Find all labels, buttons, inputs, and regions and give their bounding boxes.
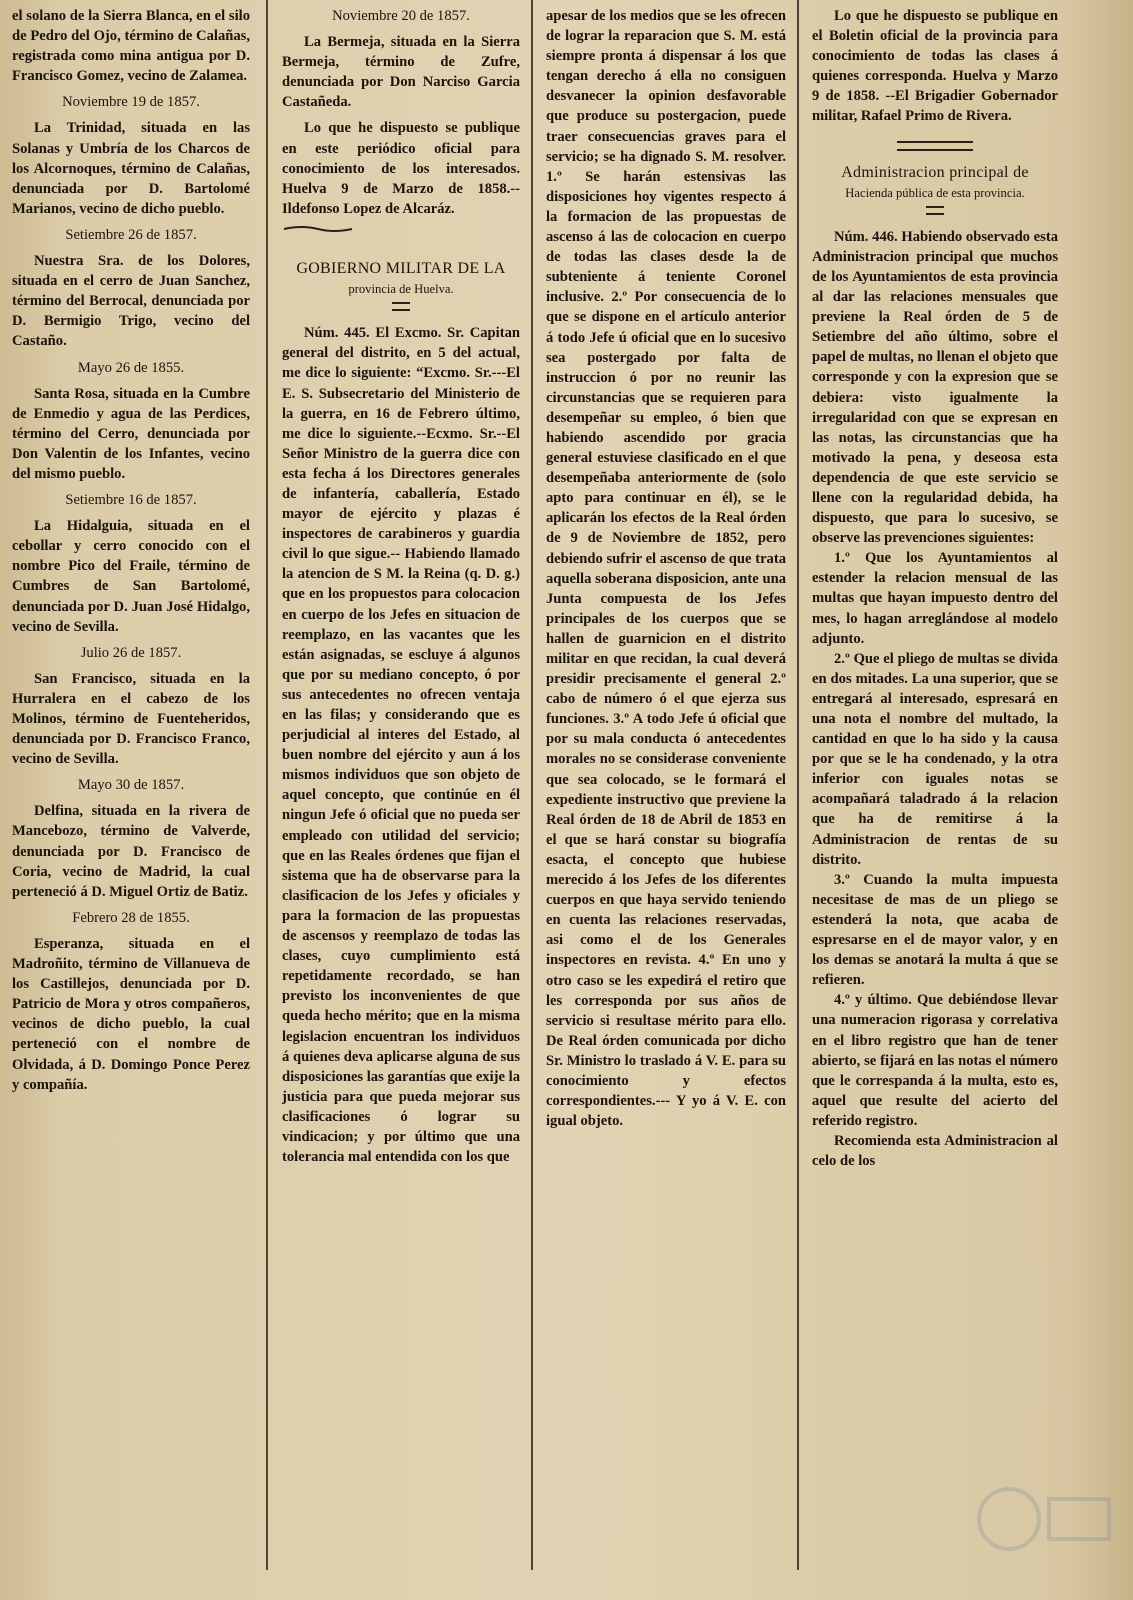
column-3 <box>546 6 786 1131</box>
entry-date: Mayo 26 de 1855. <box>77 359 185 376</box>
section-title: GOBIERNO MILITAR DE LA <box>296 260 506 278</box>
mine-entry: Esperanza, situada en el Madroñito, término de Villanueva de los Castillejos, denunciada por D. Patricio de Mora y otros compañeros, vecinos de dicho pueblo, la cual perteneció con el nombre de Olvidada, á D. Domingo Ponce Perez y compañía. <box>12 935 250 1093</box>
notice-item: 2.º Que el pliego de multas se divida en dos mitades. La una superior, que se entregará al interesado, espresará en una nota el nombre del multado, la cantidad en que lo ha sido y la causa por que se le ha condenado, y la otra inferior con iguales notas se acompañará taladrado á la relacion que ha de remitirse á la Administracion de rentas de su distrito. <box>812 650 1058 868</box>
column-rule <box>266 0 268 1570</box>
section-title: Administracion principal de <box>841 163 1029 181</box>
mine-entry: el solano de la Sierra Blanca, en el silo de Pedro del Ojo, término de Calañas, registrada como mina antigua por D. Francisco Gomez, vecino de Zalamea. <box>12 8 250 85</box>
mine-entry: La Hidalguia, situada en el cebollar y cerro conocido con el nombre Pico del Fraile, término de Cumbres de San Bartolomé, denunciada por D. Juan José Hidalgo, vecino de Sevilla. <box>12 518 250 635</box>
column-1 <box>12 6 250 1101</box>
wave-divider <box>282 225 354 233</box>
double-rule <box>897 141 973 151</box>
entry-date: Febrero 28 de 1855. <box>72 909 190 926</box>
mine-entry: Nuestra Sra. de los Dolores, situada en el cerro de Juan Sanchez, término del Berrocal, denunciada por D. Bermigio Trigo, vecino del Castaño. <box>12 253 250 350</box>
closing-notice: Lo que he dispuesto se publique en este periódico oficial para conocimiento de los interesados. Huelva 9 de Marzo de 1858.--Ildefonso Lopez de Alcaráz. <box>282 120 520 217</box>
mine-entry: Delfina, situada en la rivera de Mancebozo, término de Valverde, denunciada por D. Francisco de Coria, vecino de Madrid, la cual perteneció á D. Miguel Ortiz de Batiz. <box>12 803 250 900</box>
section-subtitle: provincia de Huelva. <box>348 282 454 297</box>
column-2 <box>282 6 520 1167</box>
notice-item: 3.º Cuando la multa impuesta necesitase de mas de un pliego se estenderá la nota, que acaba de espresarse en el de mayor valor, y en los demas se anotará la multa á que se refieren. <box>812 871 1058 989</box>
entry-date: Noviembre 20 de 1857. <box>332 8 470 24</box>
entry-date: Julio 26 de 1857. <box>80 644 182 661</box>
double-rule <box>926 206 944 215</box>
entry-date: Mayo 30 de 1857. <box>77 777 185 794</box>
closing-notice: Lo que he dispuesto se publique en el Boletin oficial de la provincia para conocimiento de todas las clases á quienes corresponda. Huelva y Marzo 9 de 1858. --El Brigadier Gobernador militar, Rafael Primo de Rivera. <box>812 8 1058 125</box>
column-rule <box>797 0 799 1570</box>
entry-date: Noviembre 19 de 1857. <box>62 94 200 111</box>
mine-entry: San Francisco, situada en la Hurralera en el cabezo de los Molinos, término de Fuenteheridos, denunciada por D. Francisco Franco, vecino de Sevilla. <box>12 670 250 768</box>
column-rule <box>531 0 533 1570</box>
column-4 <box>812 6 1058 1171</box>
mine-entry: Santa Rosa, situada en la Cumbre de Enmedio y agua de las Perdices, término del Cerro, denunciada por Don Valentin de los Infantes, vecino del mismo pueblo. <box>12 385 250 482</box>
section-subtitle: Hacienda pública de esta provincia. <box>845 185 1025 200</box>
decree-body-continued: apesar de los medios que se les ofrecen de lograr la reparacion que S. M. está siempre pronta á dispensar á los que tengan derecho á ella no consiguen desvanecer la opinion desfavorable que produce su postergacion, puede traer consecuencias graves para el servicio; se ha dignado S. M. resolver. 1.º Se harán estensivas las disposiciones hoy vigentes respecto á la formacion de las propuestas de ascenso á las de colocacion en cuerpo de todas las clases desde la de subteniente á teniente Coronel inclusive. 2.º Por consecuencia de lo que se dispone en el artículo anterior á todo Jefe ú oficial que en lo sucesivo sea postergado por falta de instruccion ó por no reunir las circunstancias que se requieren para desempeñar su empleo, ó bien que habiendo ascendido por gracia general estuviese clasificado en el que desempeñaba anteriormente de (solo apto para continuar en él), se le aplicarán los efectos de la Real órden de 9 de Noviembre de 1852, pero debiendo sufrir el ascenso de que trata aquella soberana disposicion, ante una Junta compuesta de los Jefes principales de los cuerpos que se hallen de guarnicion en el distrito militar en que recidan, la cual deverá presidir precisamente el general 2.º cabo de número ó el que ejerza sus funciones. 3.º A todo Jefe ú oficial que por su mala conducta ó antecedentes morales no se considerase conveniente que sea colocado, se le formará el expediente instructivo que previene la Real órden de 18 de Abril de 1853 en el que se hará constar su biografía esacta, el concepto que hubiese merecido á los Jefes de los diferentes cuerpos en que haya servido teniendo en cuenta las relaciones reservadas, asi como el de los Generales inspectores en revista. 4.º En uno y otro caso se les expedirá el retiro que les corresponda por sus años de servicio si resultase mérito para ello. De Real órden comunicada por dicho Sr. Ministro lo traslado á V. E. para su conocimiento y efectos correspondientes.--- Y yo á V. E. con igual objeto. <box>546 8 786 1130</box>
entry-date: Setiembre 16 de 1857. <box>65 492 197 509</box>
notice-item: 4.º y último. Que debiéndose llevar una numeracion rigorasa y correlativa en el libro registro que han de tener abierto, se fijará en las notas el número que le correspanda á la multa, esto es, aquel que resulte del acierto del referido registro. <box>812 992 1058 1129</box>
library-stamp-icon <box>969 1474 1119 1564</box>
entry-date: Setiembre 26 de 1857. <box>65 226 197 243</box>
decree-body: Núm. 445. El Excmo. Sr. Capitan general del distrito, en 5 del actual, me dice lo siguiente: “Excmo. Sr.---El E. S. Subsecretario del Ministerio de la guerra, en 16 de Febrero último, me dice lo siguiente.--Ecxmo. Sr.--El Señor Ministro de la guerra dice con esta fecha á los Directores generales de infantería, caballería, Estado mayor de ejército y plazas é inspectores de carabineros y guardia civil lo que sigue.-- Habiendo llamado la atencion de S M. la Reina (q. D. g.) que en los propuestos para colocacion en cuerpo de los Jefes en situacion de reemplazo, en las vacantes que les están asignadas, se escluye á algunos que por su mediano concepto, ó por sus antecedentes no ofrecen ventaja en las filas; y considerando que es perjudicial al interes del Estado, al buen nombre del ejército y aun á los mismos individuos que son objeto de aquel concepto, que continúe en él ningun Jefe ó oficial que no pueda ser empleado con utilidad del servicio; que en las Reales órdenes que fijan el sistema que ha de observarse para la clasificacion de los Jefes y oficiales y para la formacion de las propuestas de ascensos y reemplazo de todas las clases, cuyo cumplimiento está repetidamente recordado, se han previsto los inconvenientes de que queda hecho mérito; que en la misma legislacion encuentran los individuos á quienes deva aplicarse alguna de sus disposiciones las garantías que exije la justicia para que pueda mejorar sus clasificaciones ó lograr su vindicacion; y por último que una tolerancia mal entendida con los que <box>282 325 520 1166</box>
notice-item: Recomienda esta Administracion al celo de los <box>812 1132 1058 1170</box>
double-rule <box>392 302 410 311</box>
mine-entry: La Bermeja, situada en la Sierra Bermeja, término de Zufre, denunciada por Don Narciso Garcia Castañeda. <box>282 34 520 111</box>
notice-intro: Núm. 446. Habiendo observado esta Administracion principal que muchos de los Ayuntamientos de esta provincia al dar las relaciones mensuales que previene la Real órden de 5 de Setiembre del año último, sobre el papel de multas, no llenan el objeto que corresponde y con la expresion que se debiera: visto igualmente la irregularidad con que se expresan en las notas, las circunstancias que ha motivado la pena, y deseosa esta dependencia de que este servicio se llene con la regularidad debida, ha dispuesto, que para lo sucesivo, se observe las prevenciones siguientes: <box>812 228 1058 547</box>
mine-entry: La Trinidad, situada en las Solanas y Umbría de los Charcos de los Alcornoques, término de Calañas, denunciada por D. Bartolomé Marianos, vecino de dicho pueblo. <box>12 120 250 217</box>
notice-item: 1.º Que los Ayuntamientos al estender la relacion mensual de las multas que hayan impuesto dentro del mes, lo hagan arreglándose al modelo adjunto. <box>812 550 1058 647</box>
